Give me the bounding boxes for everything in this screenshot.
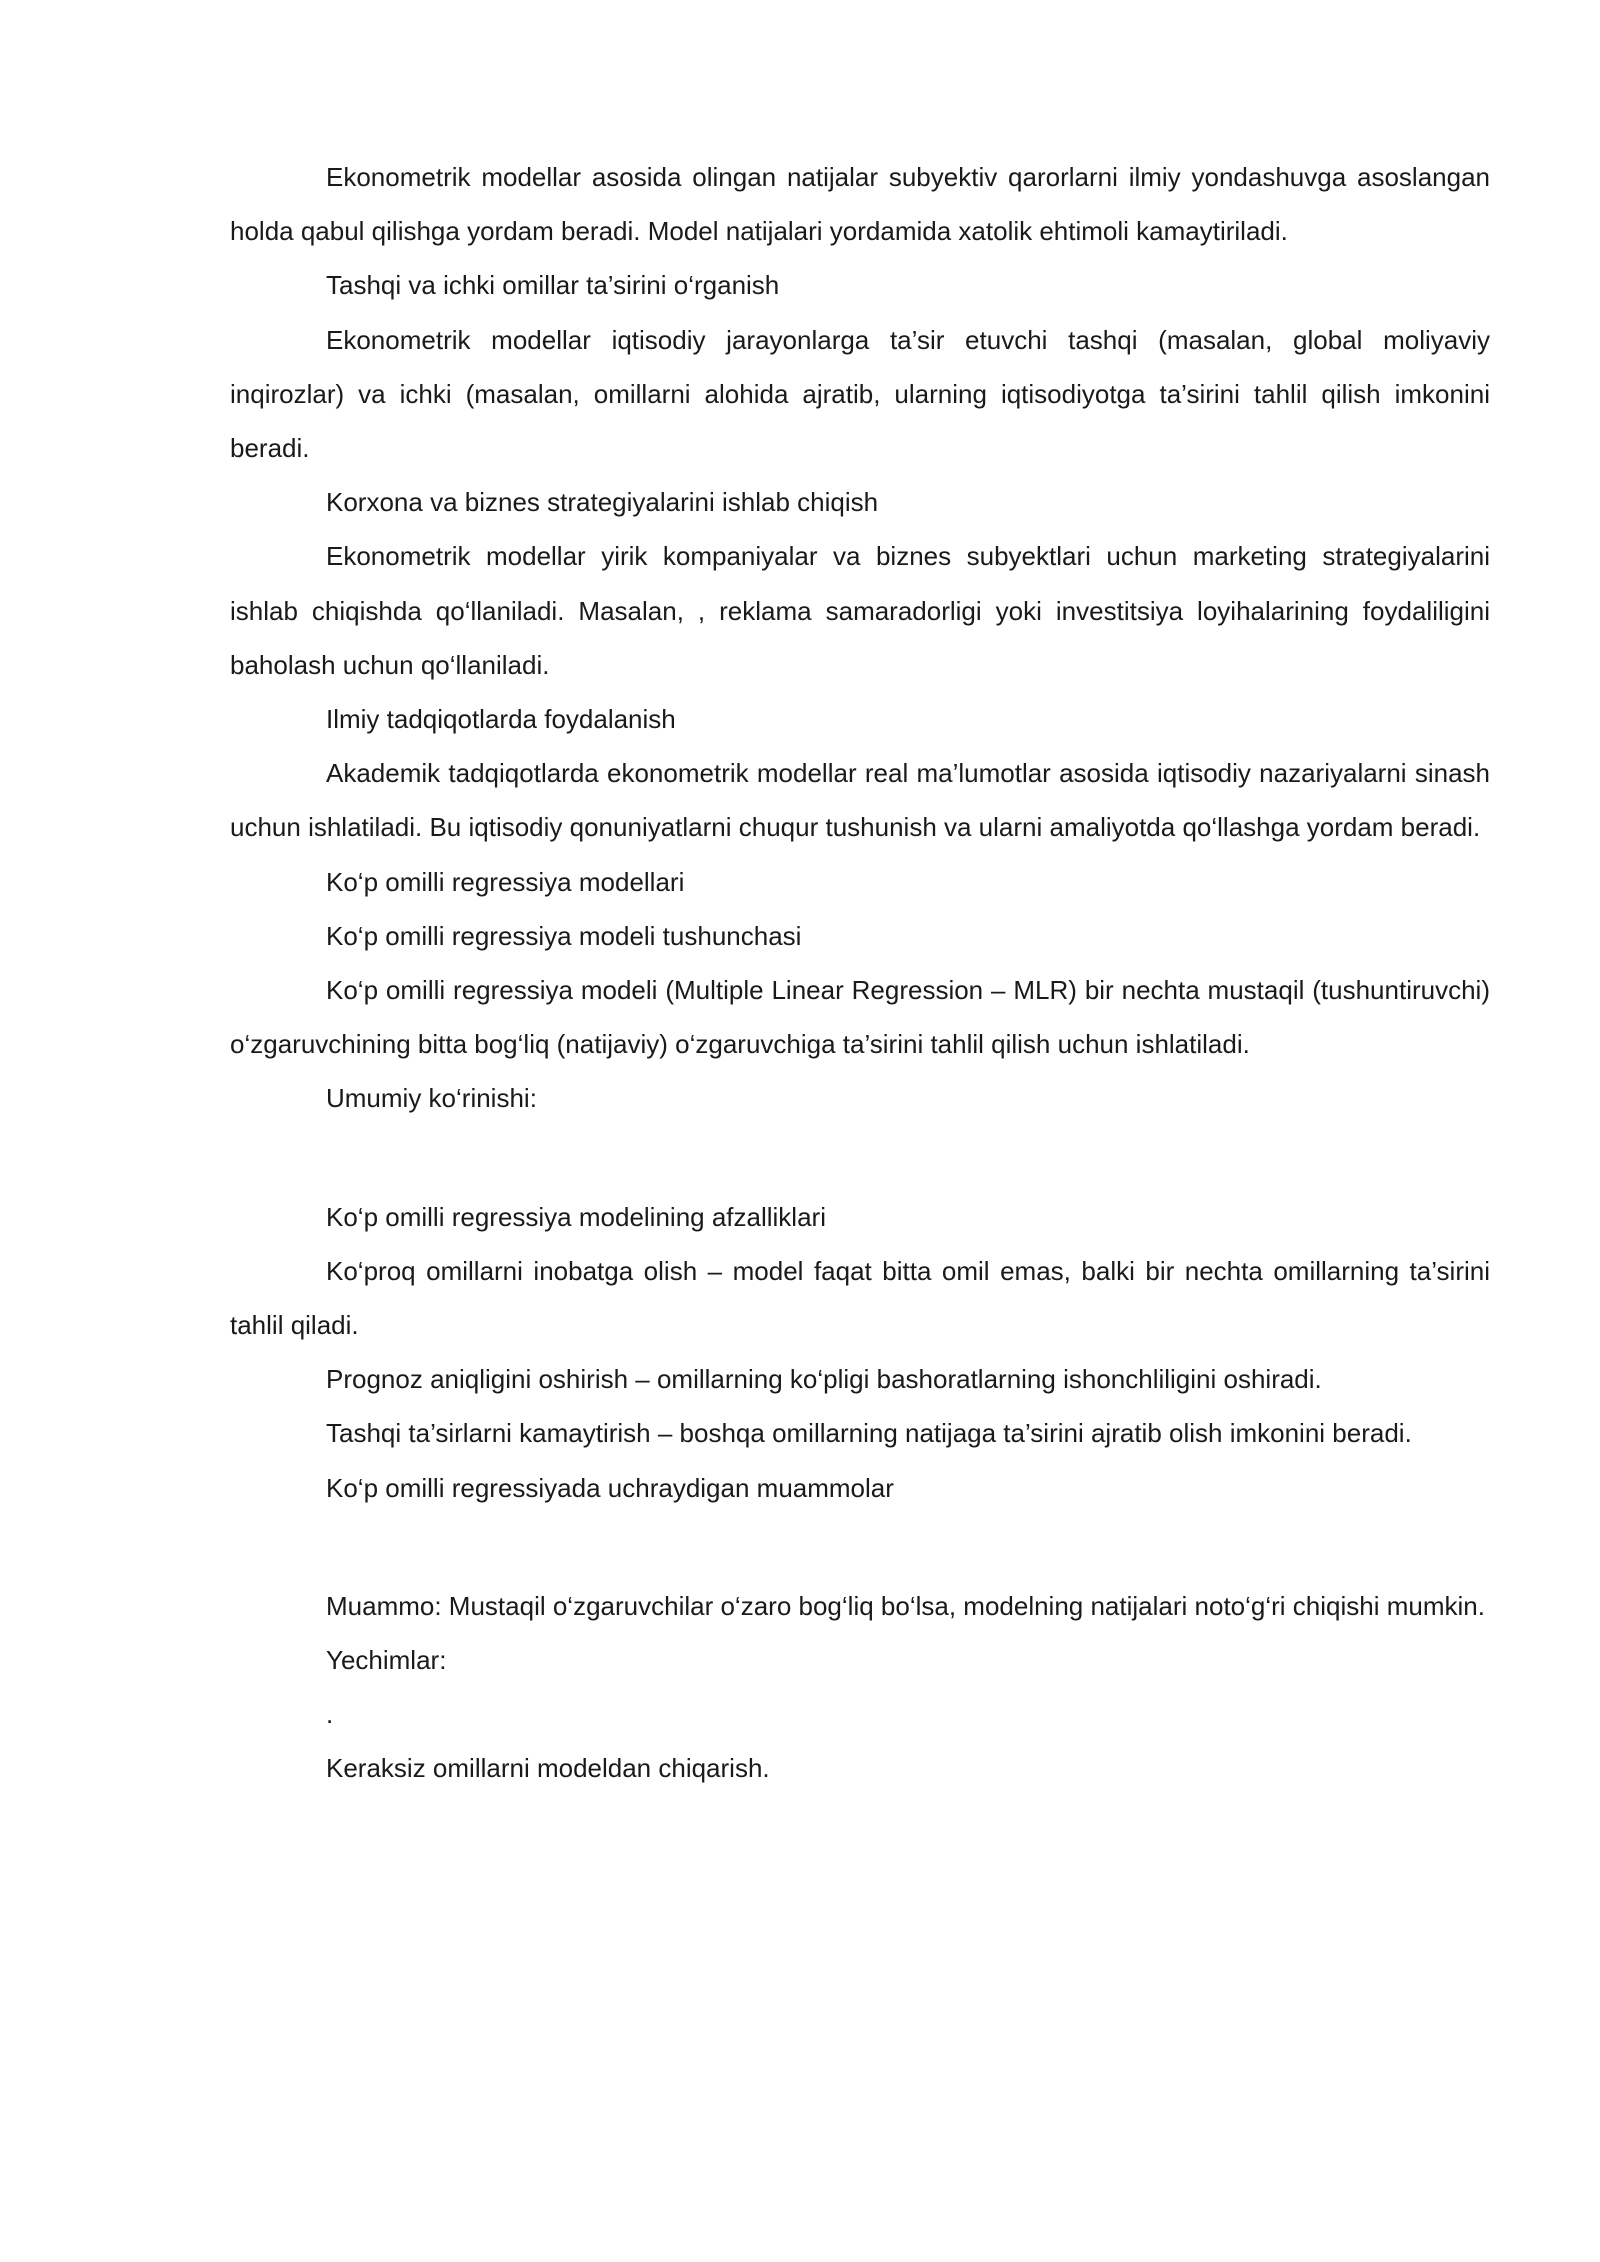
paragraph: Umumiy ko‘rinishi: <box>326 1083 537 1114</box>
paragraph: Akademik tadqiqotlarda ekonometrik modellar real ma’lumotlar asosida iqtisodiy nazariyalarni sinash uchun ishlatiladi. Bu iqtisodiy qonuniyatlarni chuqur tushunish va ularni amaliyotda qo‘llashga yordam beradi. <box>230 758 1490 843</box>
document-body <box>230 150 1490 1796</box>
paragraph: Ekonometrik modellar asosida olingan natijalar subyektiv qarorlarni ilmiy yondashuvga asoslangan holda qabul qilishga yordam beradi. Model natijalari yordamida xatolik ehtimoli kamaytiriladi. <box>230 162 1490 247</box>
blank-space <box>230 1515 1490 1579</box>
paragraph: Tashqi ta’sirlarni kamaytirish – boshqa omillarning natijaga ta’sirini ajratib olish imkonini beradi. <box>326 1418 1412 1449</box>
paragraph: . <box>326 1699 334 1730</box>
paragraph: Ko‘proq omillarni inobatga olish – model faqat bitta omil emas, balki bir nechta omillarning ta’sirini tahlil qiladi. <box>230 1255 1490 1341</box>
section-heading: Ko‘p omilli regressiya modeli tushunchasi <box>326 920 802 951</box>
paragraph: Ekonometrik modellar yirik kompaniyalar va biznes subyektlari uchun marketing strategiyalarini ishlab chiqishda qo‘llaniladi. Masalan, , reklama samaradorligi yoki investitsiya loyihalarining foydaliligini baholash uchun qo‘llaniladi. <box>230 541 1490 680</box>
section-heading: Tashqi va ichki omillar ta’sirini o‘rganish <box>326 270 780 301</box>
section-heading: Ko‘p omilli regressiya modellari <box>326 866 685 897</box>
paragraph: Ekonometrik modellar iqtisodiy jarayonlarga ta’sir etuvchi tashqi (masalan, global moliyaviy inqirozlar) va ichki (masalan, omillarni alohida ajratib, ularning iqtisodiyotga ta’sirini tahlil qilish imkonini beradi. <box>230 324 1490 464</box>
section-heading: Ilmiy tadqiqotlarda foydalanish <box>326 704 676 735</box>
paragraph: Yechimlar: <box>326 1645 447 1676</box>
paragraph: Muammo: Mustaqil o‘zgaruvchilar o‘zaro bog‘liq bo‘lsa, modelning natijalari noto‘g‘ri chiqishi mumkin. <box>326 1590 1485 1621</box>
paragraph: Ko‘p omilli regressiya modeli (Multiple Linear Regression – MLR) bir nechta mustaqil (tushuntiruvchi) o‘zgaruvchining bitta bog‘liq (natijaviy) o‘zgaruvchiga ta’sirini tahlil qilish uchun ishlatiladi. <box>230 975 1490 1060</box>
section-heading: Korxona va biznes strategiyalarini ishlab chiqish <box>326 487 879 518</box>
section-heading: Ko‘p omilli regressiya modelining afzalliklari <box>326 1201 826 1232</box>
blank-space <box>230 1126 1490 1190</box>
section-heading: Ko‘p omilli regressiyada uchraydigan muammolar <box>326 1472 894 1503</box>
paragraph: Keraksiz omillarni modeldan chiqarish. <box>326 1753 770 1784</box>
paragraph: Prognoz aniqligini oshirish – omillarning ko‘pligi bashoratlarning ishonchliligini oshiradi. <box>326 1364 1322 1395</box>
